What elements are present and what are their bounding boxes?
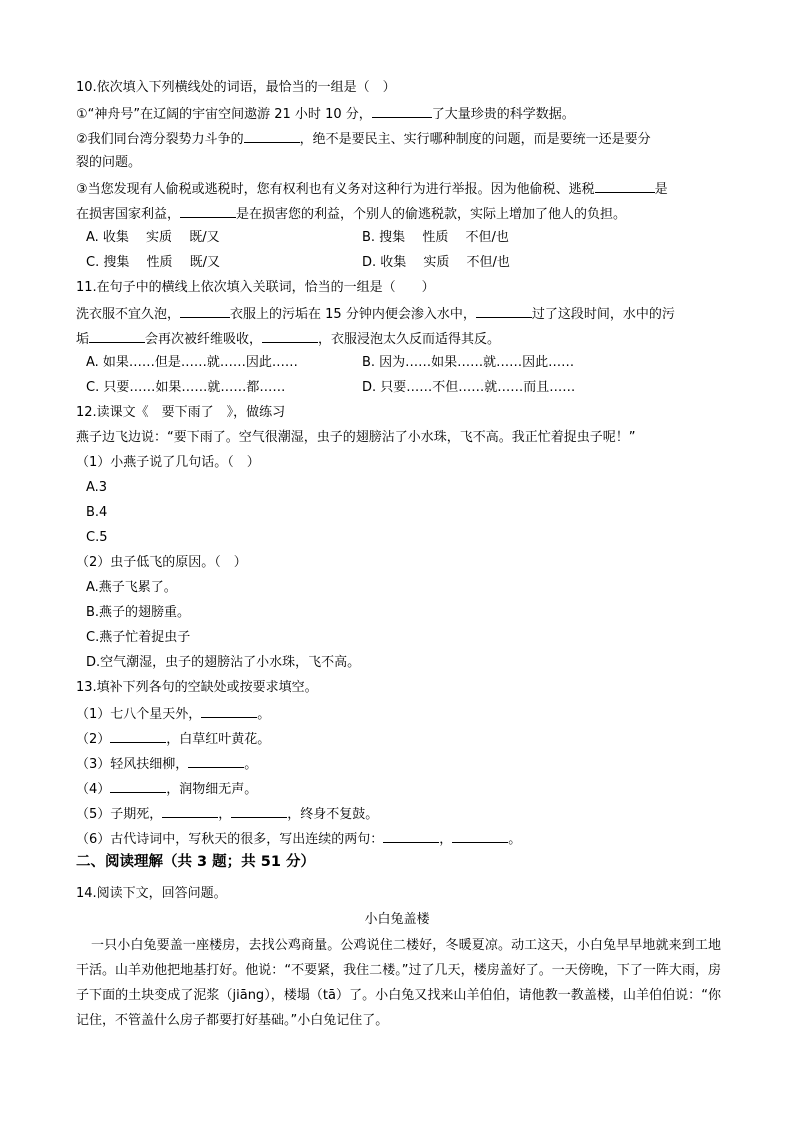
q12-sub2-option-b[interactable]: B.燕子的翅膀重。	[86, 605, 191, 620]
blank[interactable]	[201, 705, 257, 718]
q11-option-a[interactable]: A. 如果……但是……就……因此……	[86, 355, 298, 370]
blank[interactable]	[476, 305, 532, 318]
blank[interactable]	[180, 205, 236, 218]
passage-title: 小白兔盖楼	[364, 912, 430, 927]
q12-passage: 燕子边飞边说：“要下雨了。空气很潮湿，虫子的翅膀沾了小水珠，飞不高。我正忙着捉虫子呢！”	[76, 430, 636, 445]
q10-sentence-3: ③当您发现有人偷税或逃税时，您有权利也有义务对这种行为进行举报。因为他偷税、逃税 是	[76, 182, 668, 197]
q12-sub1-option-a[interactable]: A.3	[86, 480, 108, 495]
q10-sentence-2: ②我们同台湾分裂势力斗争的 ，绝不是要民主、实行哪种制度的问题，而是要统一还是要分	[76, 132, 651, 147]
q13-item-6: （6）古代诗词中，写秋天的很多，写出连续的两句： ， 。	[76, 832, 522, 847]
blank[interactable]	[262, 330, 318, 343]
passage-paragraph: 一只小白兔要盖一座楼房，去找公鸡商量。公鸡说住二楼好，冬暖夏凉。动工这天，小白兔早早地就来到工地干活。山羊劝他把地基打好。他说：“不要紧，我住二楼。”过了几天，楼房盖好了。一天傍晚，下了一阵大雨，房子下面的土块变成了泥浆（jiāng），楼塌（tā）了。小白兔又找来山羊伯伯，请他教一教盖楼，山羊伯伯说：“你记住，不管盖什么房子都要打好基础。”小白兔记住了。	[76, 938, 721, 1028]
q11-option-c[interactable]: C. 只要……如果……就……都……	[86, 380, 286, 395]
q11-sentence-line-1: 洗衣服不宜久泡， 衣服上的污垢在 15 分钟内便会渗入水中， 过了这段时间，水中的污	[76, 307, 675, 322]
q10-option-c[interactable]: C. 搜集 性质 既/又	[86, 255, 220, 270]
blank[interactable]	[188, 755, 244, 768]
q13-item-1: （1）七八个星天外， 。	[76, 707, 271, 722]
blank[interactable]	[180, 305, 230, 318]
q13-item-5: （5）子期死， ， ，终身不复鼓。	[76, 807, 379, 822]
q11-sentence-line-2: 垢 会再次被纤维吸收， ，衣服浸泡太久反而适得其反。	[76, 332, 501, 347]
q11-option-d[interactable]: D. 只要……不但……就……而且……	[362, 380, 576, 395]
q12-sub2-option-d[interactable]: D.空气潮湿，虫子的翅膀沾了小水珠，飞不高。	[86, 655, 361, 670]
q11-stem: 11.在句子中的横线上依次填入关联词，恰当的一组是（ ）	[76, 280, 435, 295]
q10-option-a[interactable]: A. 收集 实质 既/又	[86, 230, 220, 245]
blank[interactable]	[383, 830, 439, 843]
q12-sub2-option-c[interactable]: C.燕子忙着捉虫子	[86, 630, 191, 645]
blank[interactable]	[110, 730, 166, 743]
q12-sub1-option-c[interactable]: C.5	[86, 530, 108, 545]
q13-item-2: （2） ，白草红叶黄花。	[76, 732, 271, 747]
q11-option-b[interactable]: B. 因为……如果……就……因此……	[362, 355, 575, 370]
q10-stem: 10.依次填入下列横线处的词语，最恰当的一组是（ ）	[76, 80, 396, 95]
q10-sentence-1: ①“神舟号”在辽阔的宇宙空间遨游 21 小时 10 分， 了大量珍贵的科学数据。	[76, 107, 575, 122]
blank[interactable]	[244, 130, 300, 143]
q10-option-d[interactable]: D. 收集 实质 不但/也	[362, 255, 510, 270]
q10-option-b[interactable]: B. 搜集 性质 不但/也	[362, 230, 509, 245]
q13-item-3: （3）轻风扶细柳， 。	[76, 757, 258, 772]
blank[interactable]	[110, 780, 166, 793]
q14-stem: 14.阅读下文，回答问题。	[76, 886, 227, 901]
blank[interactable]	[452, 830, 508, 843]
section-heading: 二、阅读理解（共 3 题；共 51 分）	[76, 854, 315, 870]
q12-sub1-option-b[interactable]: B.4	[86, 505, 108, 520]
q12-sub1: （1）小燕子说了几句话。（ ）	[76, 455, 260, 470]
blank[interactable]	[162, 805, 218, 818]
q12-stem: 12.读课文《 要下雨了 》，做练习	[76, 405, 286, 420]
q12-sub2: （2）虫子低飞的原因。（ ）	[76, 555, 247, 570]
blank[interactable]	[372, 105, 432, 118]
q10-sentence-2-cont: 裂的问题。	[76, 155, 142, 170]
q12-sub2-option-a[interactable]: A.燕子飞累了。	[86, 580, 177, 595]
q13-item-4: （4） ，润物细无声。	[76, 782, 258, 797]
blank[interactable]	[89, 330, 145, 343]
q13-stem: 13.填补下列各句的空缺处或按要求填空。	[76, 680, 318, 695]
blank[interactable]	[231, 805, 287, 818]
q10-sentence-3-cont: 在损害国家利益， 是在损害您的利益，个别人的偷逃税款，实际上增加了他人的负担。	[76, 207, 627, 222]
blank[interactable]	[595, 180, 655, 193]
